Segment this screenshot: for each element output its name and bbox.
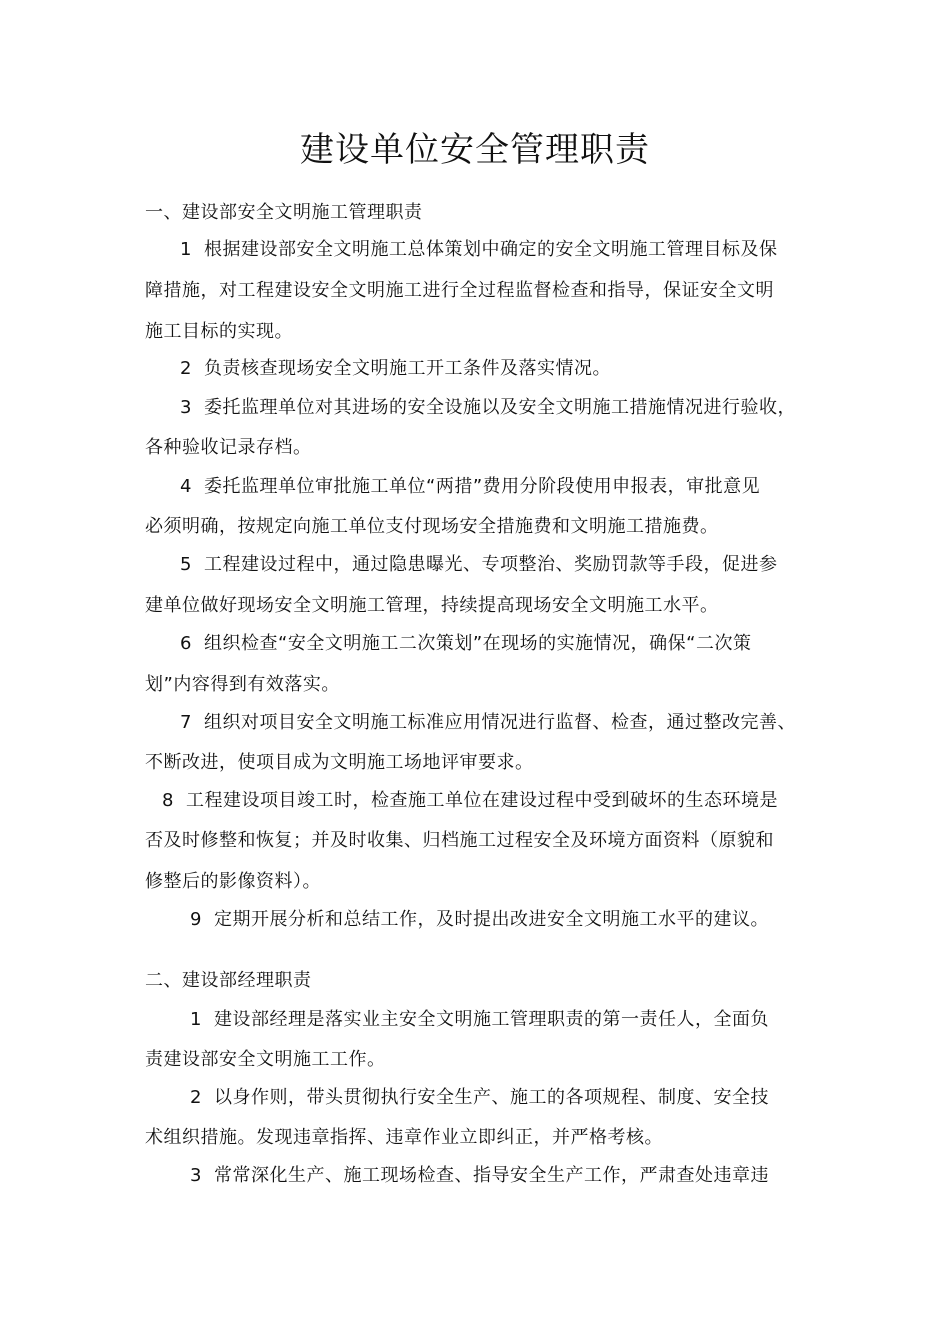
paragraph-line: 不断改进，使项目成为文明施工场地评审要求。 (145, 752, 534, 773)
section-heading: 一、建设部安全文明施工管理职责 (145, 202, 423, 223)
paragraph-line: 施工目标的实现。 (145, 321, 293, 342)
item-number: 1 (190, 1009, 202, 1030)
paragraph-line: 划”内容得到有效落实。 (145, 674, 340, 695)
item-number: 5 (180, 554, 192, 575)
item-number: 7 (180, 712, 192, 733)
paragraph-line: 7 组织对项目安全文明施工标准应用情况进行监督、检查，通过整改完善、 (180, 712, 796, 733)
item-number: 3 (190, 1165, 202, 1186)
paragraph-line: 必须明确，按规定向施工单位支付现场安全措施费和文明施工措施费。 (145, 516, 719, 537)
paragraph-line: 4 委托监理单位审批施工单位“两措”费用分阶段使用申报表，审批意见 (180, 476, 761, 497)
paragraph-line: 1 建设部经理是落实业主安全文明施工管理职责的第一责任人，全面负 (190, 1009, 769, 1030)
item-number: 9 (190, 909, 202, 930)
paragraph-line: 修整后的影像资料）。 (145, 871, 321, 892)
item-number: 3 (180, 397, 192, 418)
item-number: 1 (180, 239, 192, 260)
item-number: 8 (162, 790, 174, 811)
paragraph-line: 建单位做好现场安全文明施工管理，持续提高现场安全文明施工水平。 (145, 595, 719, 616)
paragraph-line: 6 组织检查“安全文明施工二次策划”在现场的实施情况，确保“二次策 (180, 633, 752, 654)
document-title: 建设单位安全管理职责 (300, 130, 650, 170)
paragraph-line: 1 根据建设部安全文明施工总体策划中确定的安全文明施工管理目标及保 (180, 239, 778, 260)
paragraph-line: 否及时修整和恢复；并及时收集、归档施工过程安全及环境方面资料（原貌和 (145, 830, 774, 851)
paragraph-line: 8 工程建设项目竣工时，检查施工单位在建设过程中受到破坏的生态环境是 (162, 790, 778, 811)
paragraph-line: 障措施，对工程建设安全文明施工进行全过程监督检查和指导，保证安全文明 (145, 280, 774, 301)
item-number: 4 (180, 476, 192, 497)
item-number: 6 (180, 633, 192, 654)
paragraph-line: 9 定期开展分析和总结工作，及时提出改进安全文明施工水平的建议。 (190, 909, 769, 930)
paragraph-line: 3 常常深化生产、施工现场检查、指导安全生产工作，严肃查处违章违 (190, 1165, 769, 1186)
paragraph-line: 各种验收记录存档。 (145, 437, 312, 458)
paragraph-line: 5 工程建设过程中，通过隐患曝光、专项整治、奖励罚款等手段，促进参 (180, 554, 778, 575)
item-number: 2 (190, 1087, 202, 1108)
paragraph-line: 责建设部安全文明施工工作。 (145, 1049, 386, 1070)
paragraph-line: 3 委托监理单位对其进场的安全设施以及安全文明施工措施情况进行验收， (180, 397, 796, 418)
section-heading: 二、建设部经理职责 (145, 970, 312, 991)
paragraph-line: 2 负责核查现场安全文明施工开工条件及落实情况。 (180, 358, 611, 379)
paragraph-line: 术组织措施。发现违章指挥、违章作业立即纠正，并严格考核。 (145, 1127, 663, 1148)
item-number: 2 (180, 358, 192, 379)
paragraph-line: 2 以身作则，带头贯彻执行安全生产、施工的各项规程、制度、安全技 (190, 1087, 769, 1108)
